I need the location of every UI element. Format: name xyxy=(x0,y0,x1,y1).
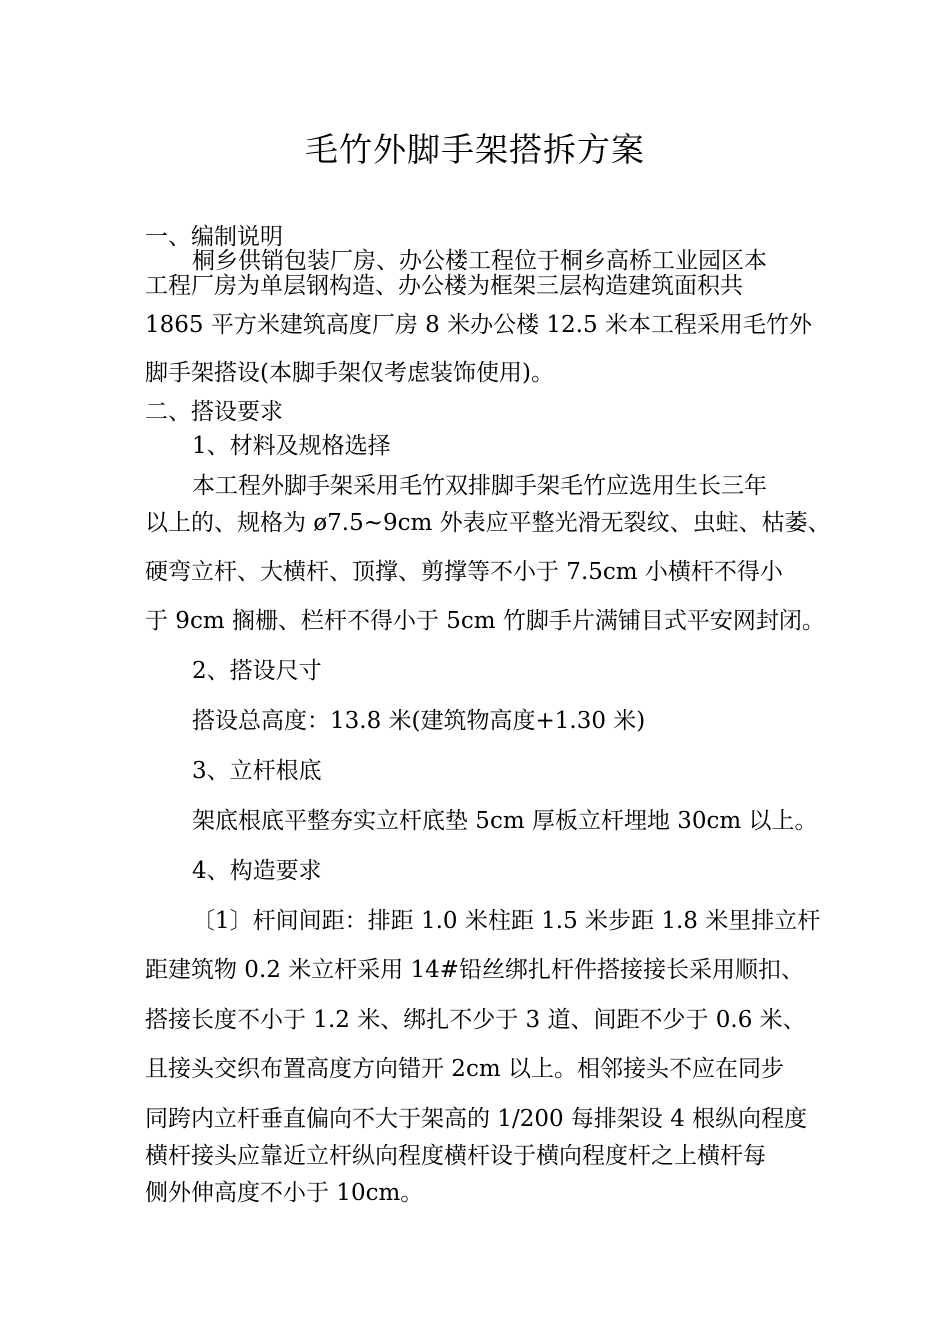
paragraph-line: 搭设总高度：13.8 米(建筑物高度+1.30 米) xyxy=(192,708,646,734)
paragraph-line: 1865 平方米建筑高度厂房 8 米办公楼 12.5 米本工程采用毛竹外 xyxy=(145,312,812,338)
section-heading-1: 一、编制说明 xyxy=(145,224,283,250)
paragraph-line: 同跨内立杆垂直偏向不大于架高的 1/200 每排架设 4 根纵向程度 xyxy=(145,1106,808,1132)
paragraph-line: 距建筑物 0.2 米立杆采用 14#铅丝绑扎杆件搭接接长采用顺扣、 xyxy=(145,957,805,983)
paragraph-line: 搭接长度不小于 1.2 米、绑扎不少于 3 道、间距不少于 0.6 米、 xyxy=(145,1007,806,1033)
paragraph-line: 且接头交织布置高度方向错开 2cm 以上。相邻接头不应在同步 xyxy=(145,1056,784,1082)
paragraph-line: 工程厂房为单层钢构造、办公楼为框架三层构造建筑面积共 xyxy=(145,273,743,299)
document-title: 毛竹外脚手架搭拆方案 xyxy=(305,130,645,169)
subsection-heading: 1、材料及规格选择 xyxy=(192,433,391,459)
paragraph-line: 以上的、规格为 ø7.5~9cm 外表应平整光滑无裂纹、虫蛀、枯萎、 xyxy=(145,510,831,536)
paragraph-line: 脚手架搭设(本脚手架仅考虑装饰使用)。 xyxy=(145,360,554,386)
subsection-heading: 2、搭设尺寸 xyxy=(192,658,322,684)
paragraph-line: 本工程外脚手架采用毛竹双排脚手架毛竹应选用生长三年 xyxy=(192,473,767,499)
paragraph-line: 横杆接头应靠近立杆纵向程度横杆设于横向程度杆之上横杆每 xyxy=(145,1143,766,1169)
paragraph-line: 架底根底平整夯实立杆底垫 5cm 厚板立杆埋地 30cm 以上。 xyxy=(192,808,818,834)
section-heading-2: 二、搭设要求 xyxy=(145,399,283,425)
paragraph-line: 侧外伸高度不小于 10cm。 xyxy=(145,1180,424,1206)
subsection-heading: 3、立杆根底 xyxy=(192,758,322,784)
paragraph-line: 桐乡供销包装厂房、办公楼工程位于桐乡高桥工业园区本 xyxy=(192,248,767,274)
paragraph-line: 硬弯立杆、大横杆、顶撑、剪撑等不小于 7.5cm 小横杆不得小 xyxy=(145,559,783,585)
paragraph-line: 〔1〕杆间间距：排距 1.0 米柱距 1.5 米步距 1.8 米里排立杆 xyxy=(192,908,821,934)
subsection-heading: 4、构造要求 xyxy=(192,858,322,884)
paragraph-line: 于 9cm 搁栅、栏杆不得小于 5cm 竹脚手片满铺目式平安网封闭。 xyxy=(145,608,825,634)
